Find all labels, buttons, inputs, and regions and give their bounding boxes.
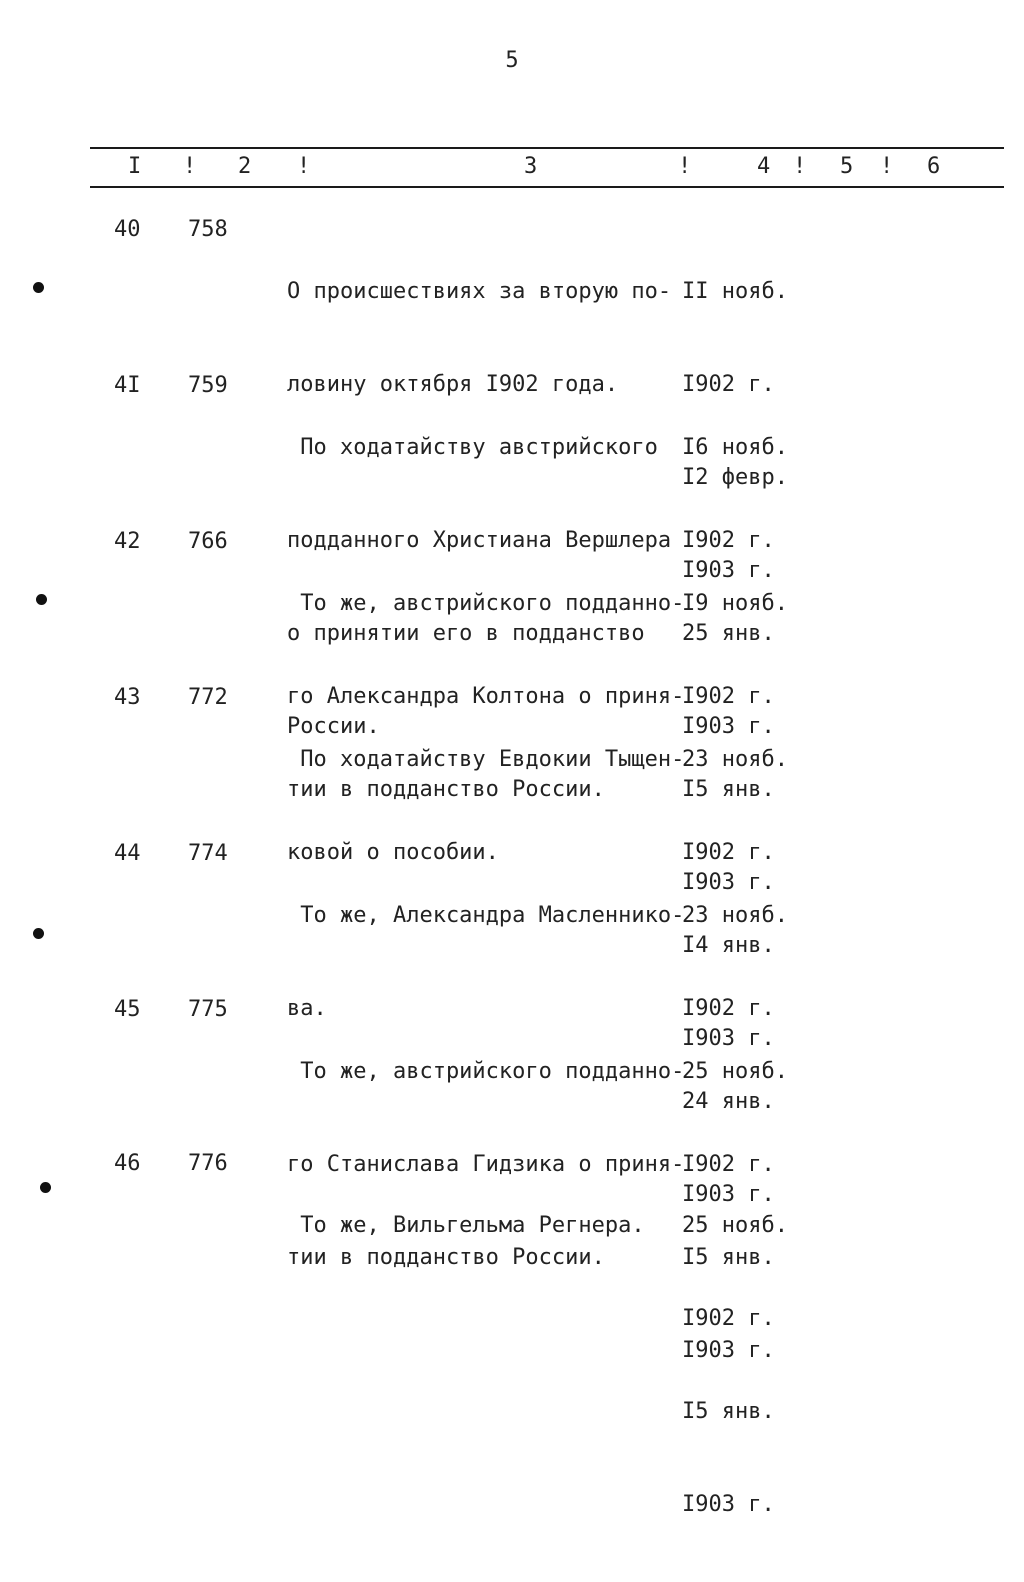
header-separator: ! (297, 154, 311, 179)
binding-hole-mark (33, 928, 44, 939)
header-rule-bottom (90, 186, 1004, 188)
title-line: го Александра Колтона о приня- (287, 684, 685, 709)
title-line: По ходатайству Евдокии Тыщен- (287, 747, 685, 772)
header-col-5: 5 (840, 154, 854, 179)
date-line: I902 г. (682, 684, 775, 709)
title-line: тии в подданство России. (287, 1245, 605, 1270)
title-line: о принятии его в подданство (287, 621, 645, 646)
date-line: I903 г. (682, 870, 775, 895)
header-col-3: 3 (524, 154, 538, 179)
date-line: II нояб. (682, 279, 788, 304)
date-line: I902 г. (682, 1306, 775, 1331)
date-line: 23 нояб. (682, 903, 788, 928)
date-line: I902 г. (682, 528, 775, 553)
file-number: 759 (188, 373, 228, 398)
date-line: I902 г. (682, 996, 775, 1021)
header-col-1: I (128, 154, 142, 179)
date-line: I903 г. (682, 1338, 775, 1363)
date-line: 24 янв. (682, 1089, 775, 1114)
binding-hole-mark (36, 594, 47, 605)
record-number: 46 (114, 1151, 141, 1176)
record-number: 45 (114, 997, 141, 1022)
header-separator: ! (678, 154, 692, 179)
file-number: 775 (188, 997, 228, 1022)
date-line: I903 г. (682, 1182, 775, 1207)
title-line: тии в подданство России. (287, 777, 605, 802)
file-number: 766 (188, 529, 228, 554)
date-line: I5 янв. (682, 1245, 775, 1270)
title-line: го Станислава Гидзика о приня- (287, 1152, 685, 1177)
record-number: 44 (114, 841, 141, 866)
date-line: 25 нояб. (682, 1059, 788, 1084)
date-line: 25 нояб. (682, 1213, 788, 1238)
title-line: То же, австрийского подданно- (287, 591, 685, 616)
date-line: I903 г. (682, 558, 775, 583)
record-dates (682, 1148, 788, 1582)
title-line: То же, Вильгельма Регнера. (287, 1213, 645, 1238)
header-rule-top (90, 147, 1004, 149)
date-line: 25 янв. (682, 621, 775, 646)
file-number: 758 (188, 217, 228, 242)
page-number: 5 (505, 48, 519, 73)
title-line: О происшествиях за вторую по- (287, 279, 672, 304)
header-col-2: 2 (238, 154, 252, 179)
header-separator: ! (793, 154, 807, 179)
record-number: 40 (114, 217, 141, 242)
date-line: I903 г. (682, 1026, 775, 1051)
record-number: 42 (114, 529, 141, 554)
date-line: I903 г. (682, 1492, 775, 1517)
header-col-4: 4 (757, 154, 771, 179)
file-number: 774 (188, 841, 228, 866)
title-line: То же, Александра Масленнико- (287, 903, 685, 928)
title-line: То же, австрийского подданно- (287, 1059, 685, 1084)
header-separator: ! (880, 154, 894, 179)
date-line: I902 г. (682, 372, 775, 397)
title-line: России. (287, 714, 380, 739)
binding-hole-mark (33, 282, 44, 293)
date-line: I902 г. (682, 1152, 775, 1177)
date-line: I2 февр. (682, 465, 788, 490)
date-line: I9 нояб. (682, 591, 788, 616)
title-line: ковой о пособии. (287, 840, 499, 865)
date-line: 23 нояб. (682, 747, 788, 772)
title-line: подданного Христиана Вершлера (287, 528, 672, 553)
title-line: ва. (287, 996, 327, 1021)
file-number: 772 (188, 685, 228, 710)
record-number: 4I (114, 373, 141, 398)
title-line: По ходатайству австрийского (287, 435, 658, 460)
date-line: I5 янв. (682, 1399, 775, 1424)
title-line: ловину октября I902 года. (287, 372, 619, 397)
date-line: I4 янв. (682, 933, 775, 958)
date-line: I903 г. (682, 714, 775, 739)
date-line: I902 г. (682, 840, 775, 865)
file-number: 776 (188, 1151, 228, 1176)
record-title (287, 1148, 685, 1303)
date-line: I6 нояб. (682, 435, 788, 460)
header-separator: ! (183, 154, 197, 179)
binding-hole-mark (40, 1182, 51, 1193)
record-number: 43 (114, 685, 141, 710)
header-col-6: 6 (927, 154, 941, 179)
date-line: I5 янв. (682, 777, 775, 802)
